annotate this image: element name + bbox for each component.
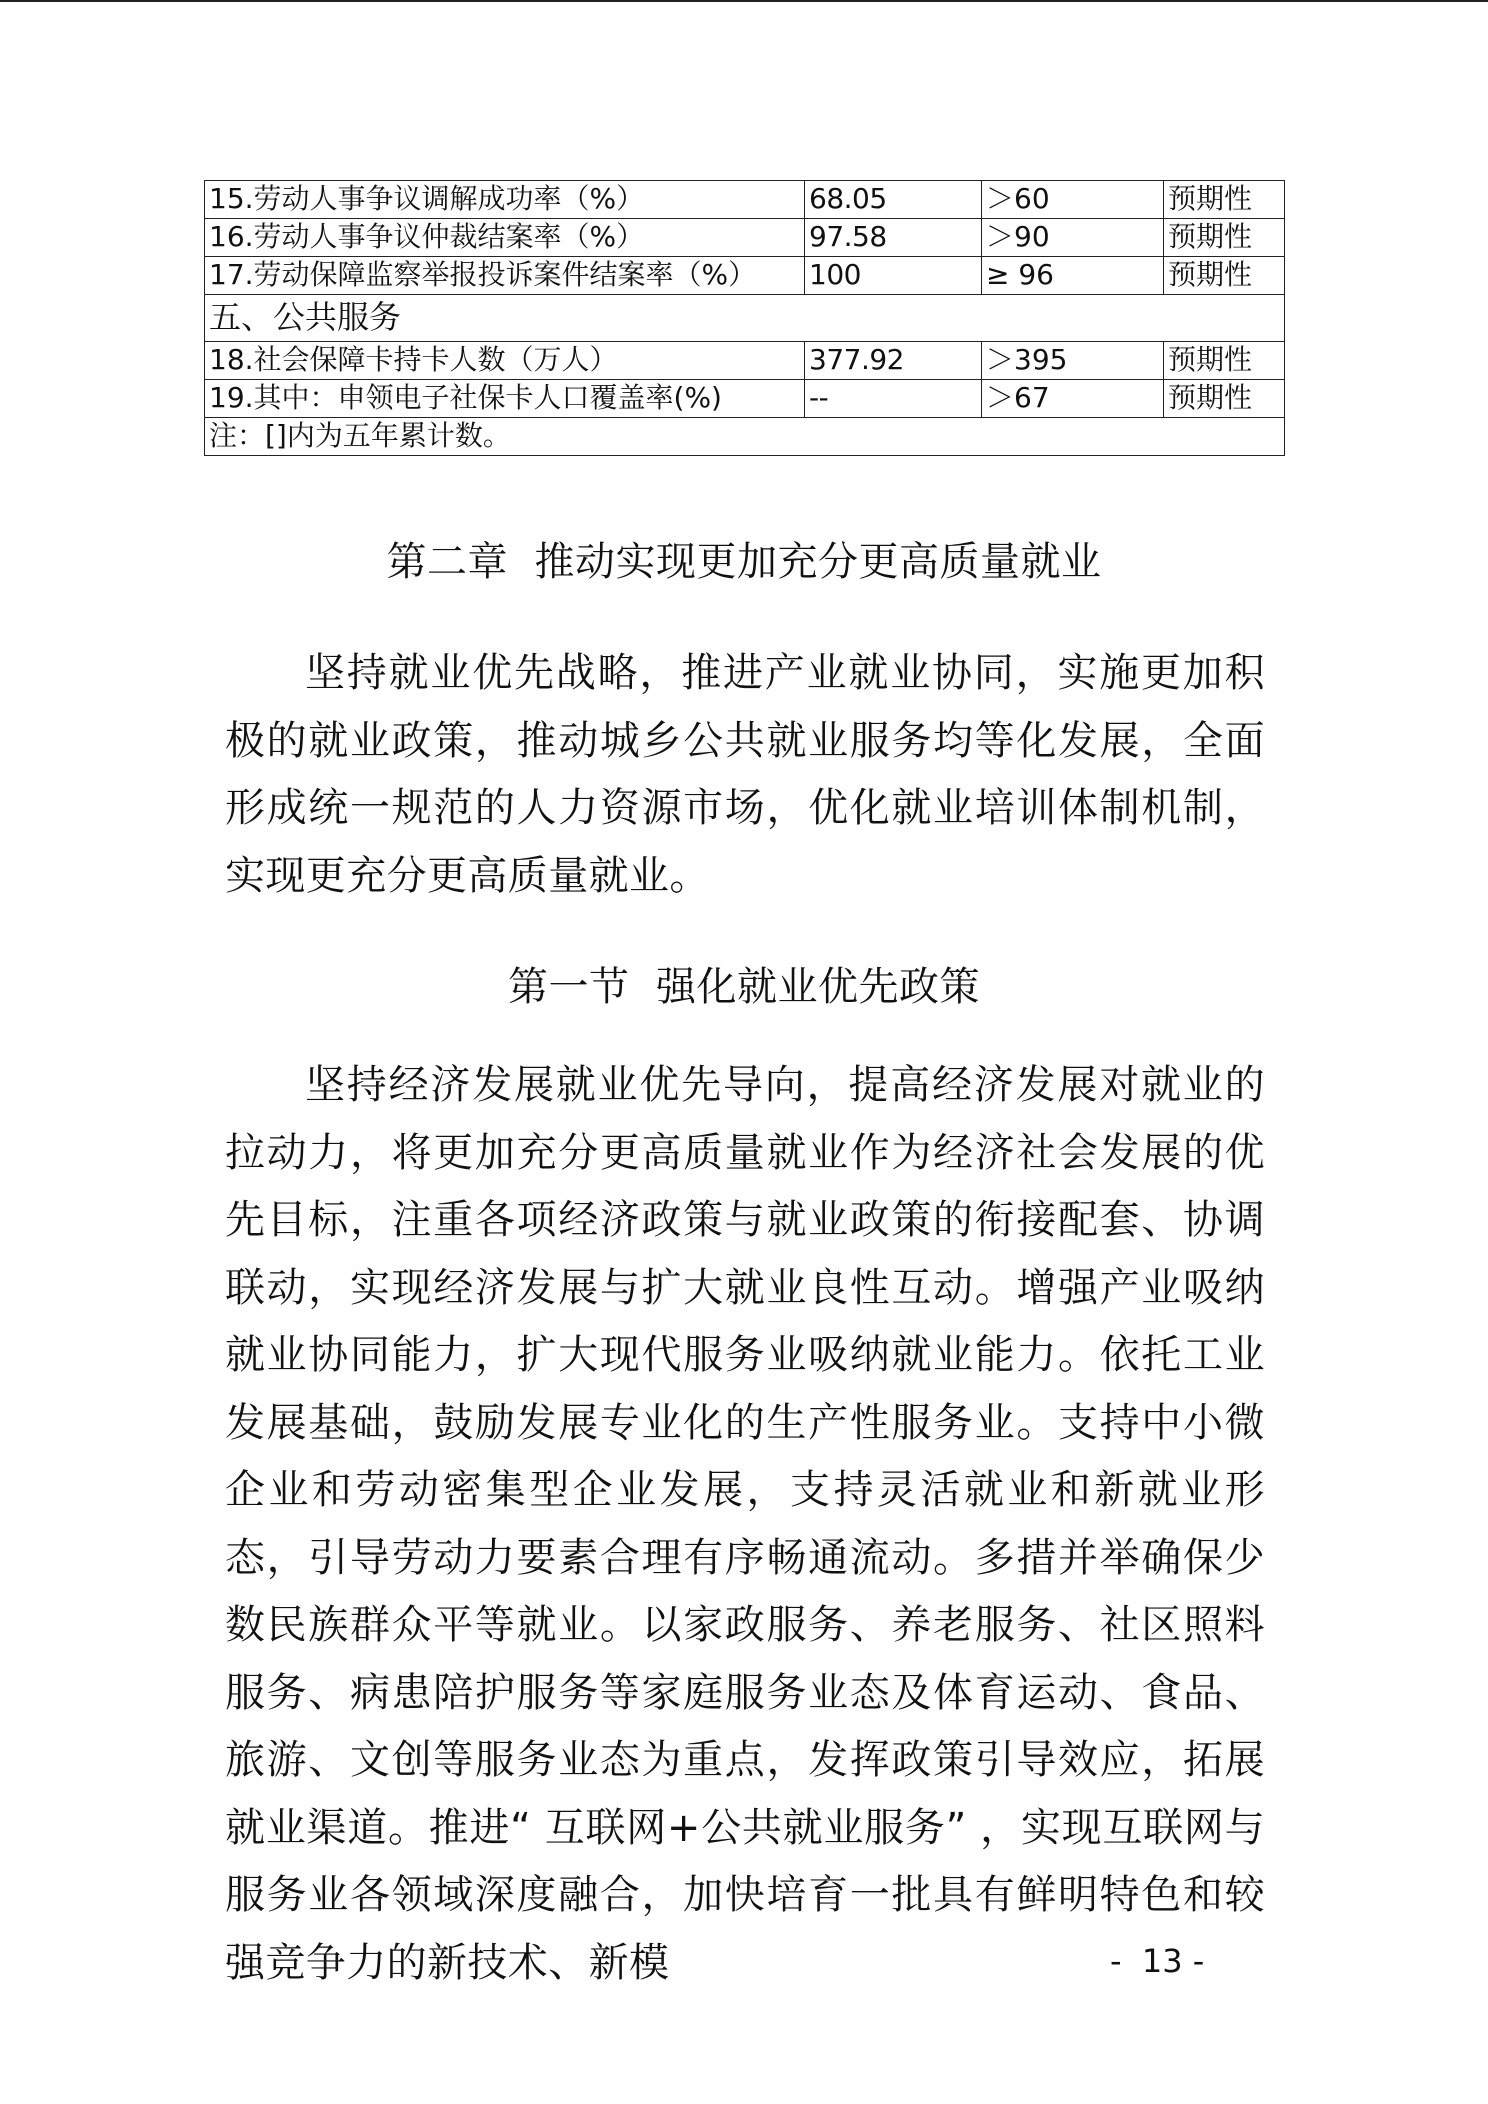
chapter-intro-paragraph: 坚持就业优先战略，推进产业就业协同，实施更加积极的就业政策，推动城乡公共就业服务均等化发展，全面形成统一规范的人力资源市场，优化就业培训体制机制，实现更充分更高质量就业。	[225, 650, 1265, 899]
indicator-value: 377.92	[805, 342, 982, 380]
indicator-name: 17.劳动保障监察举报投诉案件结案率（%）	[205, 257, 805, 295]
table-row	[205, 219, 1285, 257]
table-row	[205, 181, 1285, 219]
indicator-name: 16.劳动人事争议仲裁结案率（%）	[205, 219, 805, 257]
indicator-name: 15.劳动人事争议调解成功率（%）	[205, 181, 805, 219]
chapter-title: 第二章 推动实现更加充分更高质量就业	[386, 539, 1102, 585]
table-section-heading: 五、公共服务	[205, 295, 1285, 342]
indicator-type: 预期性	[1164, 181, 1285, 219]
indicator-target: ＞67	[982, 380, 1164, 418]
table-row	[205, 257, 1285, 295]
indicator-name: 18.社会保障卡持卡人数（万人）	[205, 342, 805, 380]
table-row	[205, 380, 1285, 418]
table-row	[205, 342, 1285, 380]
indicator-target: ＞60	[982, 181, 1164, 219]
page-top-border	[0, 0, 1488, 2]
indicator-target: ≥ 96	[982, 257, 1164, 295]
table-note: 注：[]内为五年累计数。	[205, 418, 1285, 456]
indicator-table	[204, 180, 1285, 456]
indicator-target: ＞90	[982, 219, 1164, 257]
indicator-type: 预期性	[1164, 219, 1285, 257]
indicator-target: ＞395	[982, 342, 1164, 380]
indicator-type: 预期性	[1164, 342, 1285, 380]
section-title: 第一节 强化就业优先政策	[508, 964, 980, 1010]
table-note-row	[205, 418, 1285, 456]
indicator-type: 预期性	[1164, 380, 1285, 418]
indicator-value: 68.05	[805, 181, 982, 219]
indicator-value: 97.58	[805, 219, 982, 257]
indicator-value: 100	[805, 257, 982, 295]
indicator-name: 19.其中：申领电子社保卡人口覆盖率(%)	[205, 380, 805, 418]
table-section-row	[205, 295, 1285, 342]
page-number: - 13 -	[1110, 1942, 1205, 1980]
indicator-type: 预期性	[1164, 257, 1285, 295]
section-body-paragraph: 坚持经济发展就业优先导向，提高经济发展对就业的拉动力，将更加充分更高质量就业作为经济社会发展的优先目标，注重各项经济政策与就业政策的衔接配套、协调联动，实现经济发展与扩大就业良性互动。增强产业吸纳就业协同能力，扩大现代服务业吸纳就业能力。依托工业发展基础，鼓励发展专业化的生产性服务业。支持中小微企业和劳动密集型企业发展，支持灵活就业和新就业形态，引导劳动力要素合理有序畅通流动。多措并举确保少数民族群众平等就业。以家政服务、养老服务、社区照料服务、病患陪护服务等家庭服务业态及体育运动、食品、旅游、文创等服务业态为重点，发挥政策引导效应，拓展就业渠道。推进“ 互联网+公共就业服务” ，实现互联网与服务业各领域深度融合，加快培育一批具有鲜明特色和较强竞争力的新技术、新模	[225, 1062, 1265, 1986]
indicator-value: --	[805, 380, 982, 418]
